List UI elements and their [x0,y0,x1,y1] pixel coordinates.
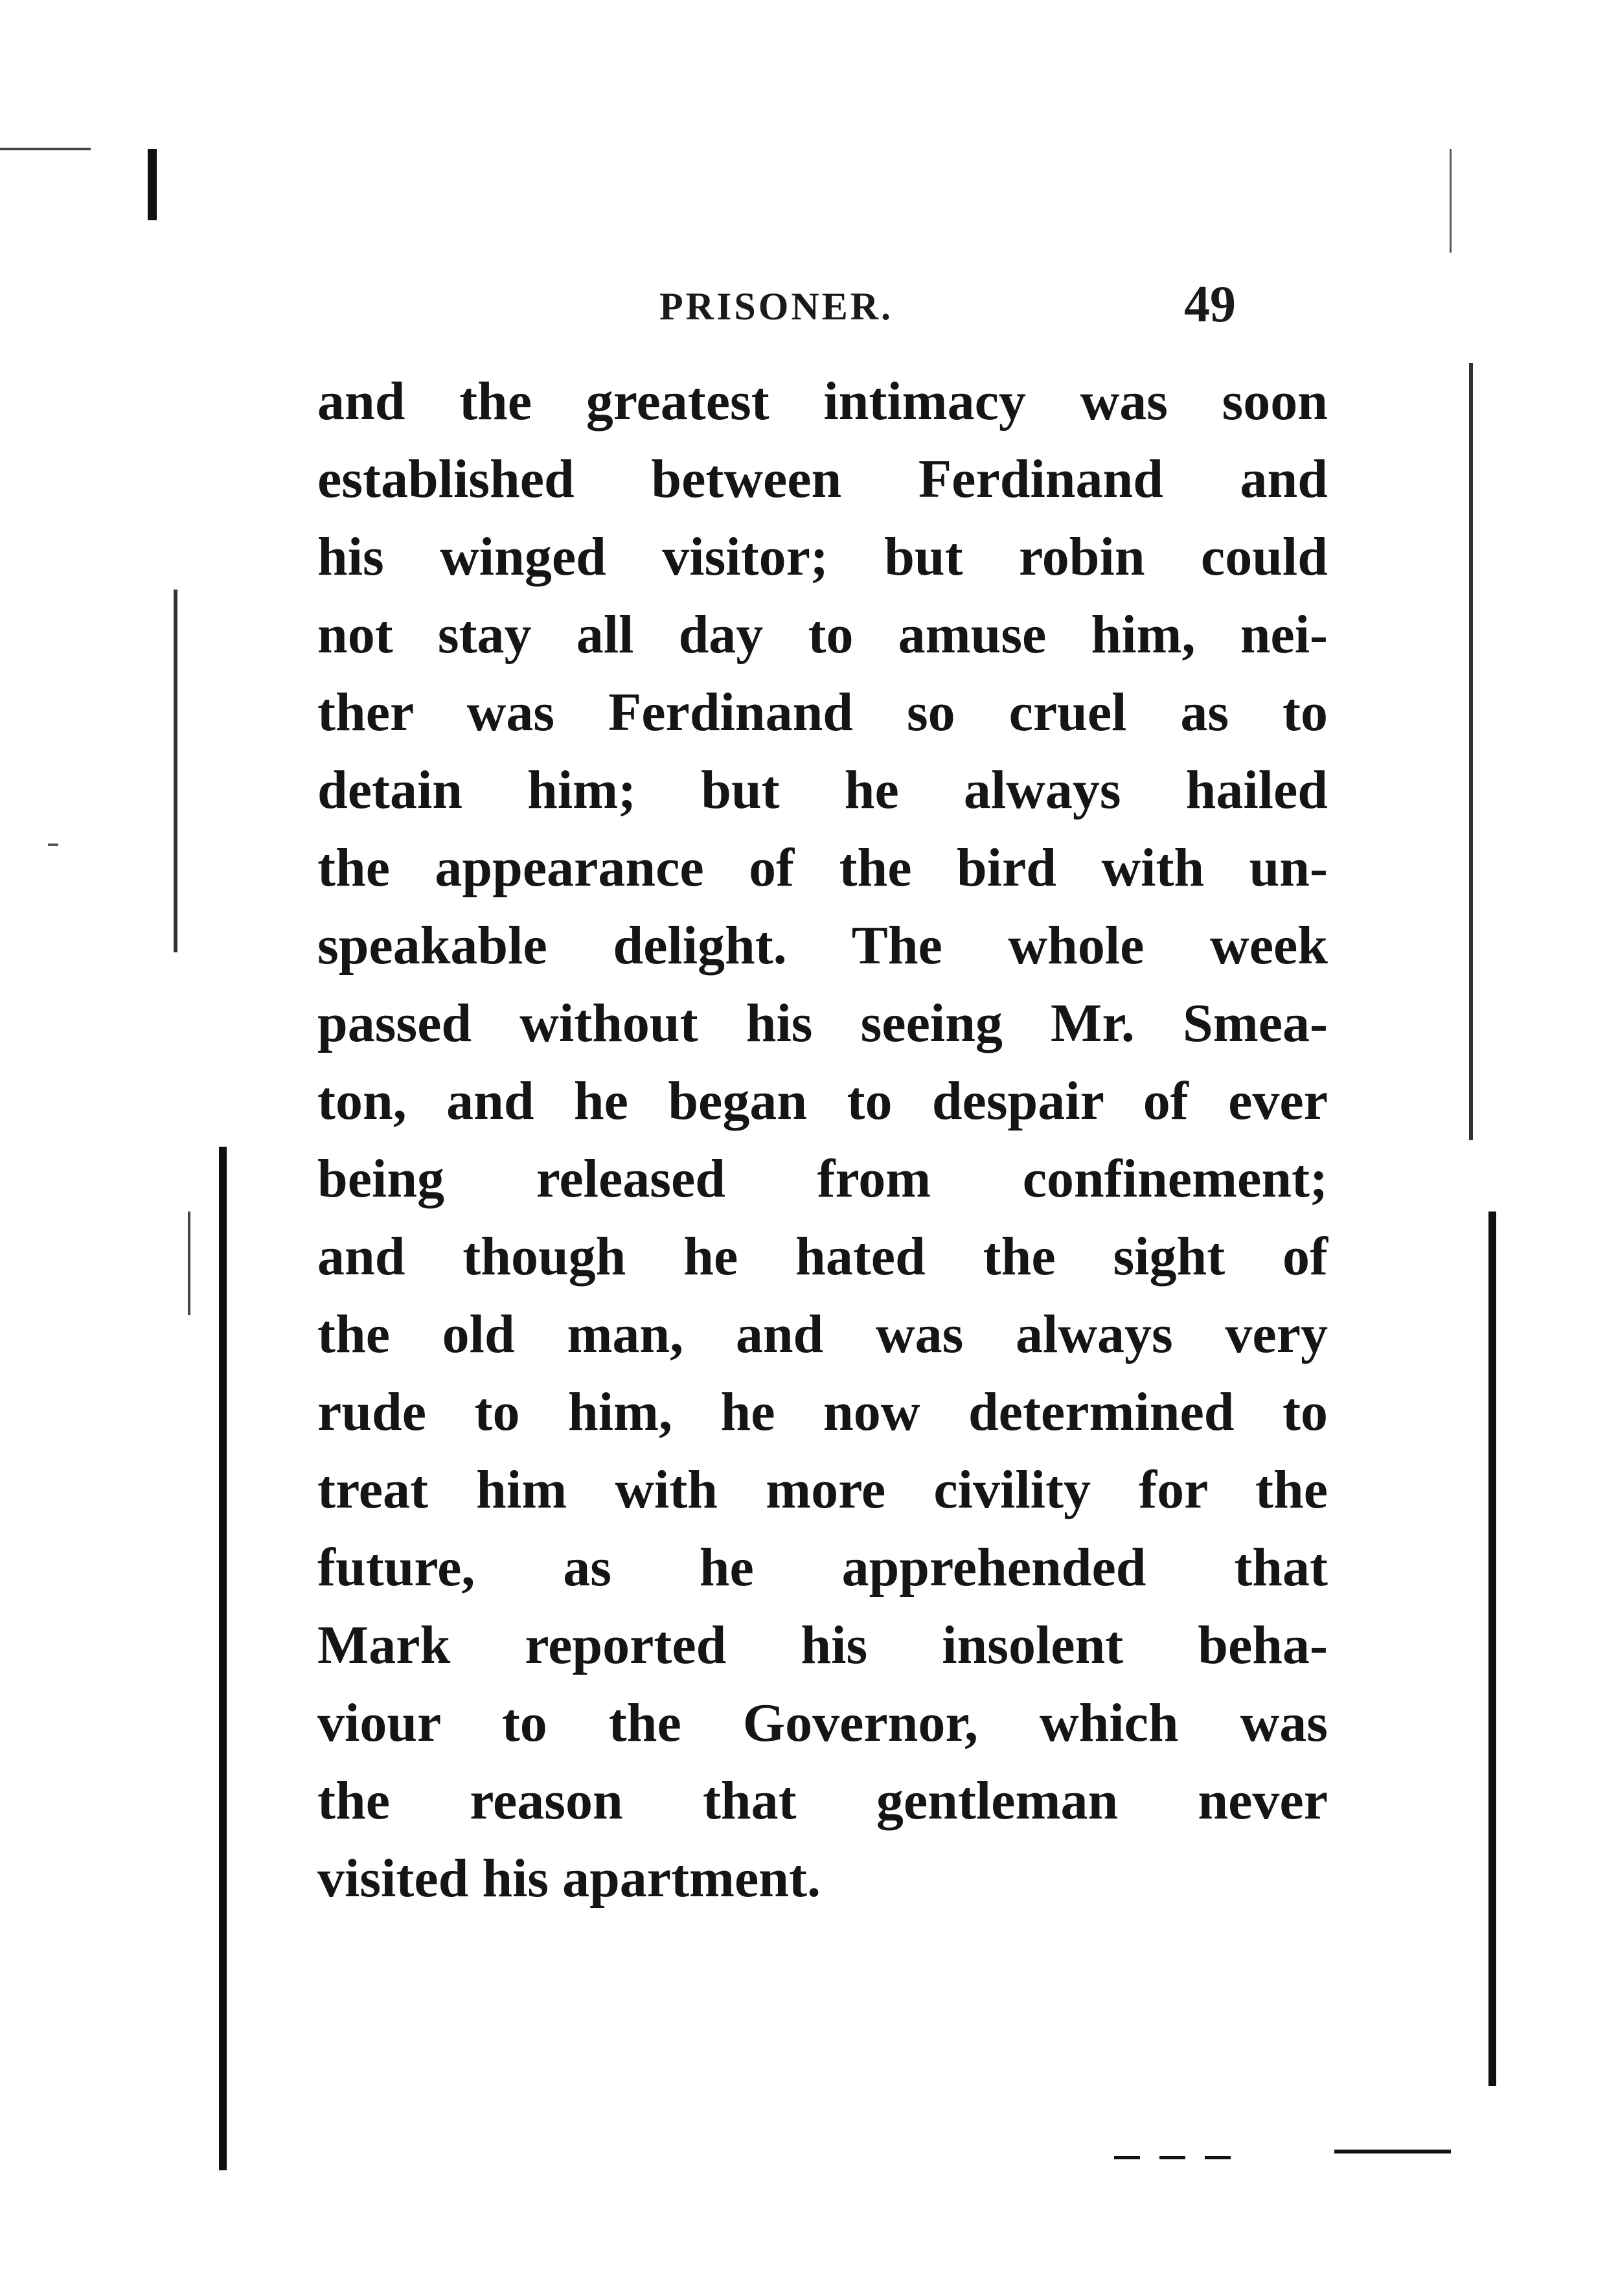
text-line: being released from confinement; [317,1149,1328,1209]
text-line: the appearance of the bird with un- [317,838,1328,898]
text-line: detain him; but he always hailed [317,760,1328,820]
text-line: viour to the Governor, which was [317,1693,1328,1753]
scan-right-edge-upper [1469,363,1473,1140]
page-header [317,275,1341,347]
scan-right-edge [1488,1211,1496,2086]
text-line: and the greatest intimacy was soon [317,371,1328,431]
scan-right-edge-top [1450,149,1452,253]
text-line: passed without his seeing Mr. Smea- [317,993,1328,1053]
text-line: ther was Ferdinand so cruel as to [317,682,1328,742]
text-line: rude to him, he now determined to [317,1382,1328,1442]
text-line: speakable delight. The whole week [317,915,1328,976]
text-line: Mark reported his insolent beha- [317,1615,1328,1675]
text-line: visited his apartment. [317,1848,821,1909]
scan-bottom-rule [1334,2150,1451,2153]
text-line: treat him with more civility for the [317,1460,1328,1520]
text-line: future, as he apprehended that [317,1537,1328,1598]
page-number: 49 [1184,276,1236,333]
text-line: not stay all day to amuse him, nei- [317,604,1328,665]
text-line: the reason that gentleman never [317,1771,1328,1831]
scan-edge-mark [148,149,157,220]
scan-left-edge-mid [188,1211,190,1315]
scan-left-edge-upper [174,590,177,952]
scan-speck [48,844,58,846]
body-text [317,363,1328,1918]
text-line: and though he hated the sight of [317,1226,1328,1287]
running-head: PRISONER. [659,285,894,328]
scan-bottom-dash [1114,2156,1140,2159]
text-line: the old man, and was always very [317,1304,1328,1364]
scan-bottom-dash [1159,2156,1185,2159]
scan-edge-rule [0,148,91,150]
text-line: ton, and he began to despair of ever [317,1071,1328,1131]
scan-left-edge [219,1147,227,2170]
scan-bottom-dash [1205,2156,1231,2159]
text-line: established between Ferdinand and [317,449,1328,509]
text-line: his winged visitor; but robin could [317,527,1328,587]
